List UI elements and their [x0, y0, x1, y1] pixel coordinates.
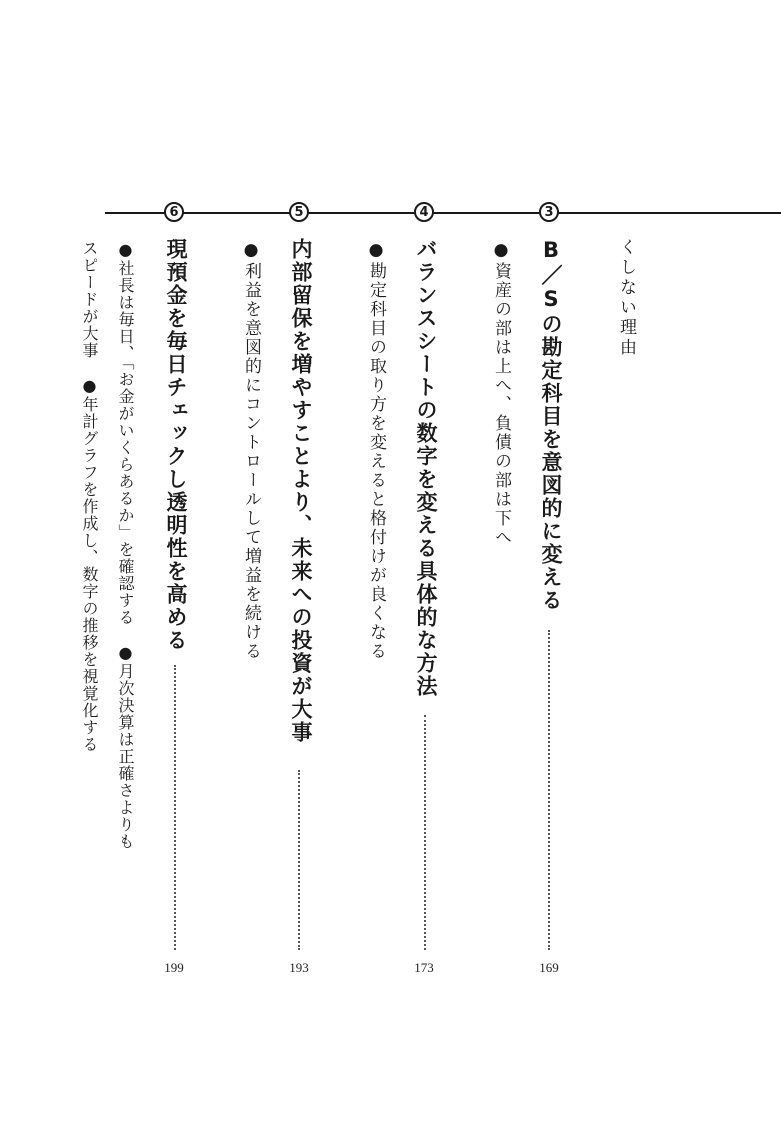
chapter-4-page-number: 173 [414, 960, 434, 975]
chapter-3-bullet: ●資産の部は上へ、負債の部は下へ [491, 240, 511, 547]
chapter-6-leader-dots [174, 665, 176, 950]
chapter-3-page-number: 169 [539, 960, 559, 975]
chapter-4-leader-dots [424, 715, 426, 950]
chapter-5-title[interactable]: 内部留保を増やすことより、未来への投資が大事 [289, 238, 313, 744]
chapter-6-page-number: 199 [164, 960, 184, 975]
chapter-rule [105, 212, 781, 214]
chapter-6-bullet-line-1: ●社長は毎日、「お金がいくらあるか」を確認する ●月次決算は正確さよりも [116, 240, 135, 850]
chapter-4-number: 4 [414, 202, 434, 222]
chapter-5-number: 5 [289, 202, 309, 222]
chapter-6-bullet-line-2: スピードが大事 ●年計グラフを作成し、数字の推移を視覚化する [80, 240, 99, 753]
chapter-6-number: 6 [164, 202, 184, 222]
chapter-3-number: 3 [539, 202, 559, 222]
chapter-3-title[interactable]: B／Sの勘定科目を意図的に変える [539, 238, 563, 612]
chapter-5-leader-dots [298, 770, 300, 950]
chapter-4-bullet: ●勘定科目の取り方を変えると格付けが良くなる [366, 240, 386, 661]
chapter-5-bullet: ●利益を意図的にコントロールして増益を続ける [241, 240, 261, 661]
chapter-6-title[interactable]: 現預金を毎日チェックし透明性を高める [164, 238, 188, 652]
chapter-5-page-number: 193 [289, 960, 309, 975]
chapter-4-title[interactable]: バランスシートの数字を変える具体的な方法 [414, 238, 438, 698]
chapter-3-leader-dots [548, 630, 550, 950]
intro-continuation: くしない理由 [616, 238, 636, 358]
